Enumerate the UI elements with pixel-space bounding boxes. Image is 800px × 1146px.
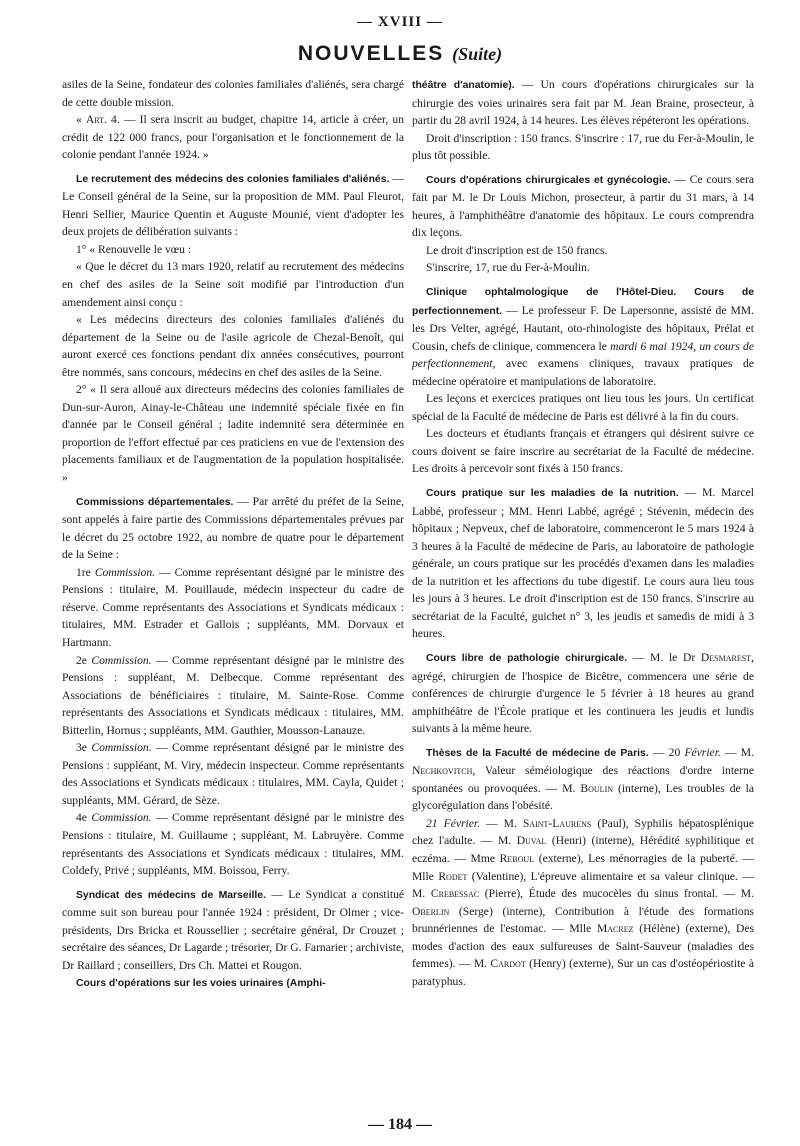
section-paragraph: théâtre d'anatomie). — Un cours d'opérations chirurgicales sur la chirurgie des voies urinaires sera fait par M. Jean Braine, prosecteur, à partir du 28 avril 1924, à 14 heures. Les élèves répéteront les opérations. (412, 78, 754, 128)
commission-paragraph: 1re Commission. — Comme représentant désigné par le ministre des Pensions : titulaire, M. Pouillaude, médecin inspecteur du cadre de réserve. Comme représentants des Associations et Syndicats médicaux : titulaires, MM. Estrader et Gallois ; suppléants, MM. Dorvaux et Hartmann. (62, 565, 405, 649)
section-paragraph: Cours libre de pathologie chirurgicale. — M. le Dr Desmarest, agrégé, chirurgien de l'hospice de Bicêtre, commencera une série de conférences de chirurgie d'urgence le 5 février à 18 heures au grand amphithéâtre de l'École pratique et les continuera les jeudis et lundis suivants à la même heure. (412, 650, 754, 736)
section-heading: Clinique ophtalmologique de l'Hôtel-Dieu. Cours de perfectionnement. (412, 287, 754, 317)
commission-paragraph: 4e Commission. — Comme représentant désigné par le ministre des Pensions : titulaire, M. Guillaume ; suppléant, M. Labruyère. Comme représentants des Associations et Syndicats médicaux : titulaires, MM. Coldefy, Privé ; suppléants, MM. Boissou, Ferry. (62, 811, 404, 878)
section-paragraph: Syndicat des médecins de Marseille. — Le Syndicat a constitué comme suit son bureau pour l'année 1924 : président, Dr Olmer ; vice-présidents, Drs Bricka et Roussellier ; secrétaire général, Dr Crouzet ; secrétaire des séances, Dr Lagarde ; trésorier, Dr G. Farnarier ; archiviste, Dr Raillard ; conseillers, Drs Ch. Mattei et Rougon. (62, 887, 405, 972)
section-heading: Thèses de la Faculté de médecine de Paris. (426, 747, 649, 759)
section-heading: Cours d'opérations sur les voies urinaires (Amphi- (76, 978, 326, 990)
section-heading: Cours libre de pathologie chirurgicale. (426, 652, 628, 664)
section-paragraph (62, 974, 404, 993)
paragraph: 21 Février. — M. Saint-Laurens (Paul), Syphilis hépatosplénique chez l'adulte. — M. Duval (Henri) (interne), Hérédité syphilitique et eczéma. — Mme Reboul (externe), Les ménorragies de la puberté. — Mlle Rodet (Valentine), L'épreuve alimentaire et sa valeur clinique. — M. Crebessac (Pierre), Étude des mucocèles du sinus frontal. — M. Oberlin (Serge) (interne), Contribution à l'étude des formations brunnériennes de l'estomac. — Mlle Macrez (Hélène) (externe), Des modes d'action des eaux sulfureuses de Saint-Sauveur (maladies des femmes). — M. Cardot (Henry) (externe), Sur un cas d'ostéopériostite à paratyphus. (412, 816, 754, 988)
commission-paragraph: 3e Commission. — Comme représentant désigné par le ministre des Pensions : suppléant, M. Viry, médecin inspecteur. Comme représentants des Associations et Syndicats médicaux : titulaires, MM. Cayla, Quidet ; suppléants, MM. Gérard, de Sèze. (62, 741, 404, 807)
right-column (412, 76, 754, 990)
paragraph: Le droit d'inscription est de 150 francs. (426, 243, 608, 257)
section-paragraph: Cours d'opérations chirurgicales et gynécologie. — Ce cours sera fait par M. le Dr Louis Michon, prosecteur, à partir du 31 mars, à 14 heures, à l'amphithéâtre d'anatomie des hôpitaux. Le cours comprendra dix leçons. (412, 172, 754, 240)
paragraph: asiles de la Seine, fondateur des colonies familiales d'aliénés, sera chargé de cette double mission. (62, 78, 404, 109)
commission-paragraph: 2e Commission. — Comme représentant désigné par le ministre des Pensions : suppléant, M. Delbecque. Comme représentant des Associations de bénéficiaires : titulaire, M. Sainte-Rose. Comme représentants des Associations et Syndicats médicaux : titulaires, MM. Bitterlin, Hornus ; suppléants, MM. Gauthier, Mousson-Lanauze. (62, 653, 404, 737)
section-paragraph: Le recrutement des médecins des colonies familiales d'aliénés. — Le Conseil général de la Seine, sur la proposition de MM. Paul Fleurot, Henri Sellier, Maurice Quentin et Auguste Mounié, vient d'adopter les deux projets de délibération suivants : (62, 171, 404, 239)
paragraph: « Art. 4. — Il sera inscrit au budget, chapitre 14, article à créer, un crédit de 122 000 francs, pour l'organisation et le fonctionnement de la colonie pendant l'année 1924. » (62, 113, 404, 162)
section-paragraph: Commissions départementales. — Par arrêté du préfet de la Seine, sont appelés à faire partie des Commissions départementales prévues par le décret du 25 octobre 1922, au nombre de quatre pour le département de la Seine : (62, 494, 404, 562)
paragraph: Droit d'inscription : 150 francs. S'inscrire : 17, rue du Fer-à-Moulin, le plus tôt possible. (412, 131, 754, 163)
paragraph: 1° « Renouvelle le vœu : (76, 242, 192, 256)
section-paragraph: Cours pratique sur les maladies de la nutrition. — M. Marcel Labbé, professeur ; MM. Henri Labbé, agrégé ; Stévenin, médecin des hôpitaux ; Nepveux, chef de laboratoire, commenceront le 5 mars 1924 à 3 heures à la Faculté de médecine de Paris, au laboratoire de pathologie générale, un cours pratique sur les procédés d'examen dans les maladies de la nutrition et les affections du tube digestif. Le cours aura lieu tous les jours à 3 heures. Le droit d'inscription est de 150 francs. S'inscrire au secrétariat de la Faculté, guichet n° 3, les jeudis et samedis de midi à 3 heures. (412, 486, 754, 641)
section-heading: Cours d'opérations chirurgicales et gynécologie. (426, 174, 671, 186)
title-text: NOUVELLES (297, 42, 445, 65)
left-column (62, 76, 404, 993)
section-heading: Syndicat des médecins de Marseille. (76, 889, 266, 901)
paragraph: S'inscrire, 17, rue du Fer-à-Moulin. (426, 261, 590, 275)
section-heading: Cours pratique sur les maladies de la nutrition. (426, 488, 679, 500)
section-heading: Commissions départementales. (76, 496, 234, 508)
section-heading: Le recrutement des médecins des colonies familiales d'aliénés. (76, 173, 390, 185)
page-number: — 184 — (368, 1116, 432, 1133)
paragraph: « Les médecins directeurs des colonies familiales d'aliénés du département de la Seine ou de l'asile agricole de Chezal-Benoît, qui auront exercé ces fonctions pendant dix années consécutives, pourront être nommés, sans concours, médecins en chef des asiles de la Seine. (62, 313, 404, 379)
page-title (0, 42, 800, 66)
section-heading: théâtre d'anatomie). (412, 80, 515, 91)
paragraph: 2° « Il sera alloué aux directeurs médecins des colonies familiales de Dun-sur-Auron, Ainay-le-Château une indemnité spéciale fixée en fin d'année par le Conseil général ; ladite indemnité sera déterminée en proportion de l'effort effectué par ces praticiens en vue de l'extension des placements familiaux et de l'augmentation de la population hospitalisée. » (62, 383, 404, 485)
paragraph: Les leçons et exercices pratiques ont lieu tous les jours. Un certificat spécial de la Faculté de médecine de Paris est délivré à la fin du cours. (412, 392, 754, 423)
section-paragraph: Clinique ophtalmologique de l'Hôtel-Dieu. Cours de perfectionnement. — Le professeur F. De Lapersonne, assisté de MM. les Drs Velter, agrégé, Hautant, oto-rhinologiste des hôpitaux, Prélat et Cousin, chefs de clinique, commencera le mardi 6 mai 1924, un cours de perfectionnement, avec examens cliniques, travaux pratiques de médecine opératoire et manipulations de laboratoire. (412, 287, 754, 388)
section-paragraph: Thèses de la Faculté de médecine de Paris. — 20 Février. — M. Nechkovitch, Valeur séméiologique des réactions d'ordre interne spontanées ou provoquées. — M. Boulin (interne), Les troubles de la glycorégulation dans l'obésité. (412, 745, 754, 813)
title-suffix: (Suite) (452, 44, 503, 64)
paragraph: « Que le décret du 13 mars 1920, relatif au recrutement des médecins en chef des asiles de la Seine soit modifié par l'introduction d'un amendement ainsi conçu : (62, 260, 404, 309)
paragraph: Les docteurs et étudiants français et étrangers qui désirent suivre ce cours doivent se faire inscrire au secrétariat de la Faculté de médecine. Les droits à percevoir sont fixés à 150 francs. (412, 427, 754, 476)
roman-page-number: — XVIII — (357, 14, 443, 30)
